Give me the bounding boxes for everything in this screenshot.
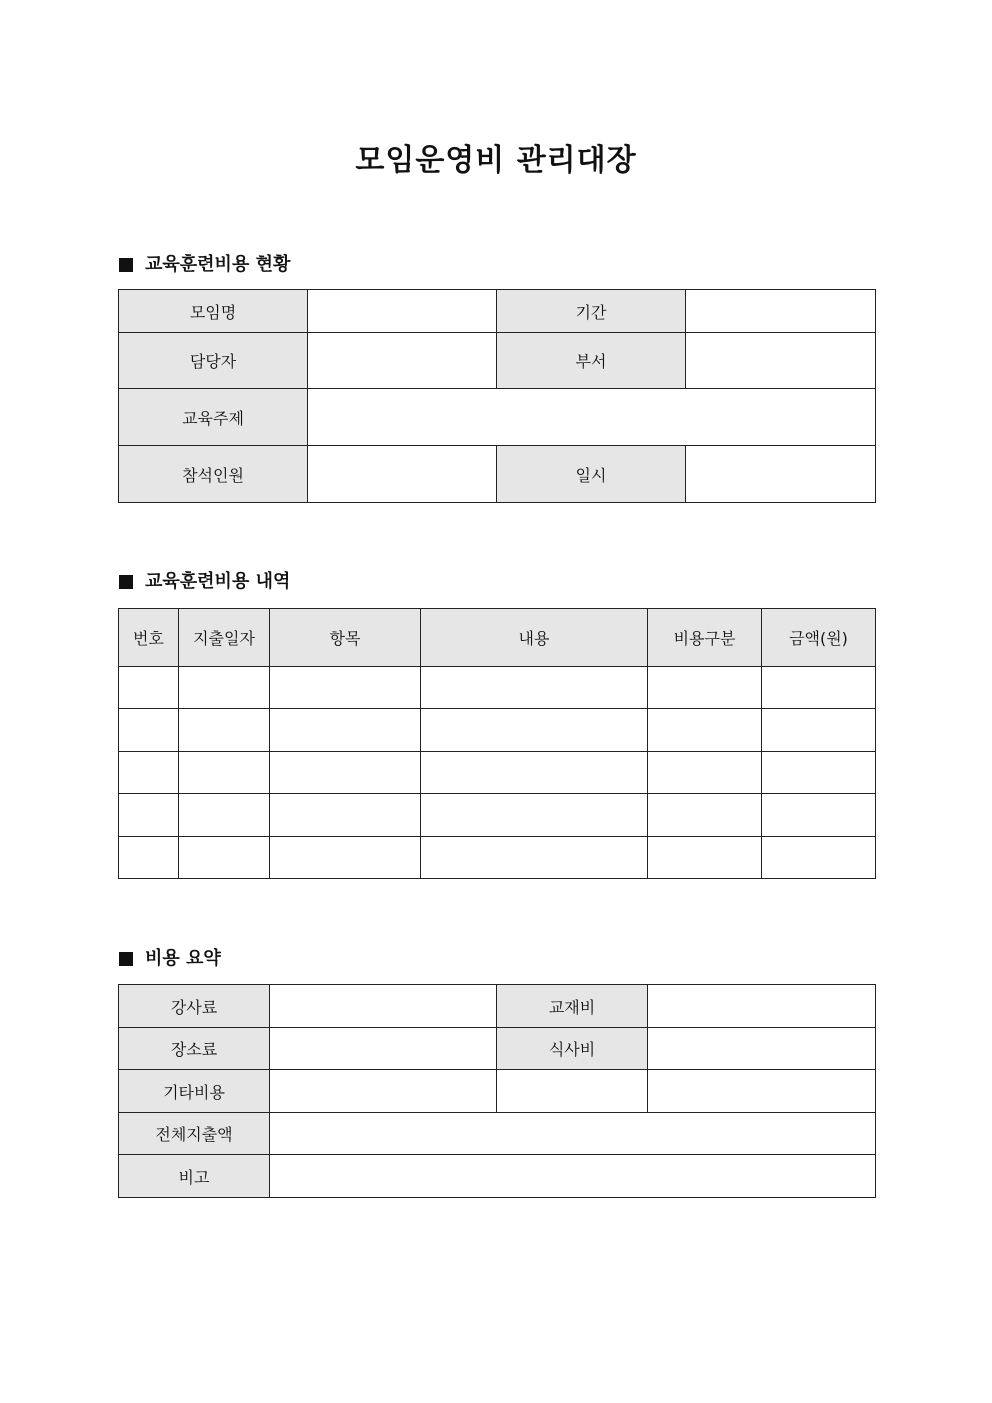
section-heading-label: 교육훈련비용 현황 [145, 254, 291, 275]
page-title: 모임운영비 관리대장 [355, 143, 637, 178]
cell-item[interactable] [270, 752, 421, 794]
cell-item[interactable] [270, 837, 421, 879]
cell-date[interactable] [179, 794, 270, 837]
square-bullet-icon [119, 575, 133, 589]
table-row [119, 837, 876, 879]
cell-item[interactable] [270, 709, 421, 752]
cell-number[interactable] [119, 794, 179, 837]
attendees-field[interactable] [308, 446, 497, 503]
cell-amount[interactable] [762, 837, 876, 879]
cell-date[interactable] [179, 752, 270, 794]
lecture-fee-label: 강사료 [119, 985, 270, 1028]
cell-amount[interactable] [762, 709, 876, 752]
cost-summary-table [118, 984, 876, 1198]
cell-category[interactable] [648, 667, 762, 709]
cell-number[interactable] [119, 837, 179, 879]
department-field[interactable] [686, 333, 876, 389]
total-label: 전체지출액 [119, 1113, 270, 1155]
cell-content[interactable] [421, 752, 648, 794]
section-heading-label: 비용 요약 [145, 948, 221, 969]
section-heading-summary [119, 947, 221, 971]
datetime-label: 일시 [497, 446, 686, 503]
period-label: 기간 [497, 290, 686, 333]
cell-content[interactable] [421, 794, 648, 837]
topic-field[interactable] [308, 389, 876, 446]
column-header-date: 지출일자 [179, 609, 270, 667]
training-status-table [118, 289, 876, 503]
cell-number[interactable] [119, 667, 179, 709]
datetime-field[interactable] [686, 446, 876, 503]
cell-content[interactable] [421, 837, 648, 879]
cell-category[interactable] [648, 794, 762, 837]
column-header-content: 내용 [421, 609, 648, 667]
cell-date[interactable] [179, 837, 270, 879]
department-label: 부서 [497, 333, 686, 389]
meal-fee-field[interactable] [648, 1028, 876, 1070]
lecture-fee-field[interactable] [270, 985, 497, 1028]
table-header-row [119, 609, 876, 667]
note-field[interactable] [270, 1155, 876, 1198]
blank-label-cell[interactable] [497, 1070, 648, 1113]
section-heading-label: 교육훈련비용 내역 [145, 571, 291, 592]
cell-amount[interactable] [762, 794, 876, 837]
square-bullet-icon [119, 258, 133, 272]
column-header-item: 항목 [270, 609, 421, 667]
cell-amount[interactable] [762, 667, 876, 709]
meeting-name-label: 모임명 [119, 290, 308, 333]
training-details-table [118, 608, 876, 879]
table-row [119, 709, 876, 752]
meeting-name-field[interactable] [308, 290, 497, 333]
textbook-fee-field[interactable] [648, 985, 876, 1028]
square-bullet-icon [119, 952, 133, 966]
column-header-category: 비용구분 [648, 609, 762, 667]
other-fee-field[interactable] [270, 1070, 497, 1113]
cell-content[interactable] [421, 667, 648, 709]
column-header-amount: 금액(원) [762, 609, 876, 667]
cell-number[interactable] [119, 752, 179, 794]
table-row [119, 794, 876, 837]
venue-fee-field[interactable] [270, 1028, 497, 1070]
table-row [119, 667, 876, 709]
venue-fee-label: 장소료 [119, 1028, 270, 1070]
period-field[interactable] [686, 290, 876, 333]
cell-item[interactable] [270, 794, 421, 837]
cell-amount[interactable] [762, 752, 876, 794]
table-row [119, 752, 876, 794]
cell-item[interactable] [270, 667, 421, 709]
manager-label: 담당자 [119, 333, 308, 389]
cell-date[interactable] [179, 709, 270, 752]
note-label: 비고 [119, 1155, 270, 1198]
cell-category[interactable] [648, 709, 762, 752]
topic-label: 교육주제 [119, 389, 308, 446]
cell-date[interactable] [179, 667, 270, 709]
cell-content[interactable] [421, 709, 648, 752]
blank-value-cell[interactable] [648, 1070, 876, 1113]
textbook-fee-label: 교재비 [497, 985, 648, 1028]
meal-fee-label: 식사비 [497, 1028, 648, 1070]
other-fee-label: 기타비용 [119, 1070, 270, 1113]
cell-number[interactable] [119, 709, 179, 752]
section-heading-details [119, 570, 290, 594]
cell-category[interactable] [648, 837, 762, 879]
total-field[interactable] [270, 1113, 876, 1155]
section-heading-status [119, 253, 290, 277]
manager-field[interactable] [308, 333, 497, 389]
attendees-label: 참석인원 [119, 446, 308, 503]
column-header-number: 번호 [119, 609, 179, 667]
cell-category[interactable] [648, 752, 762, 794]
